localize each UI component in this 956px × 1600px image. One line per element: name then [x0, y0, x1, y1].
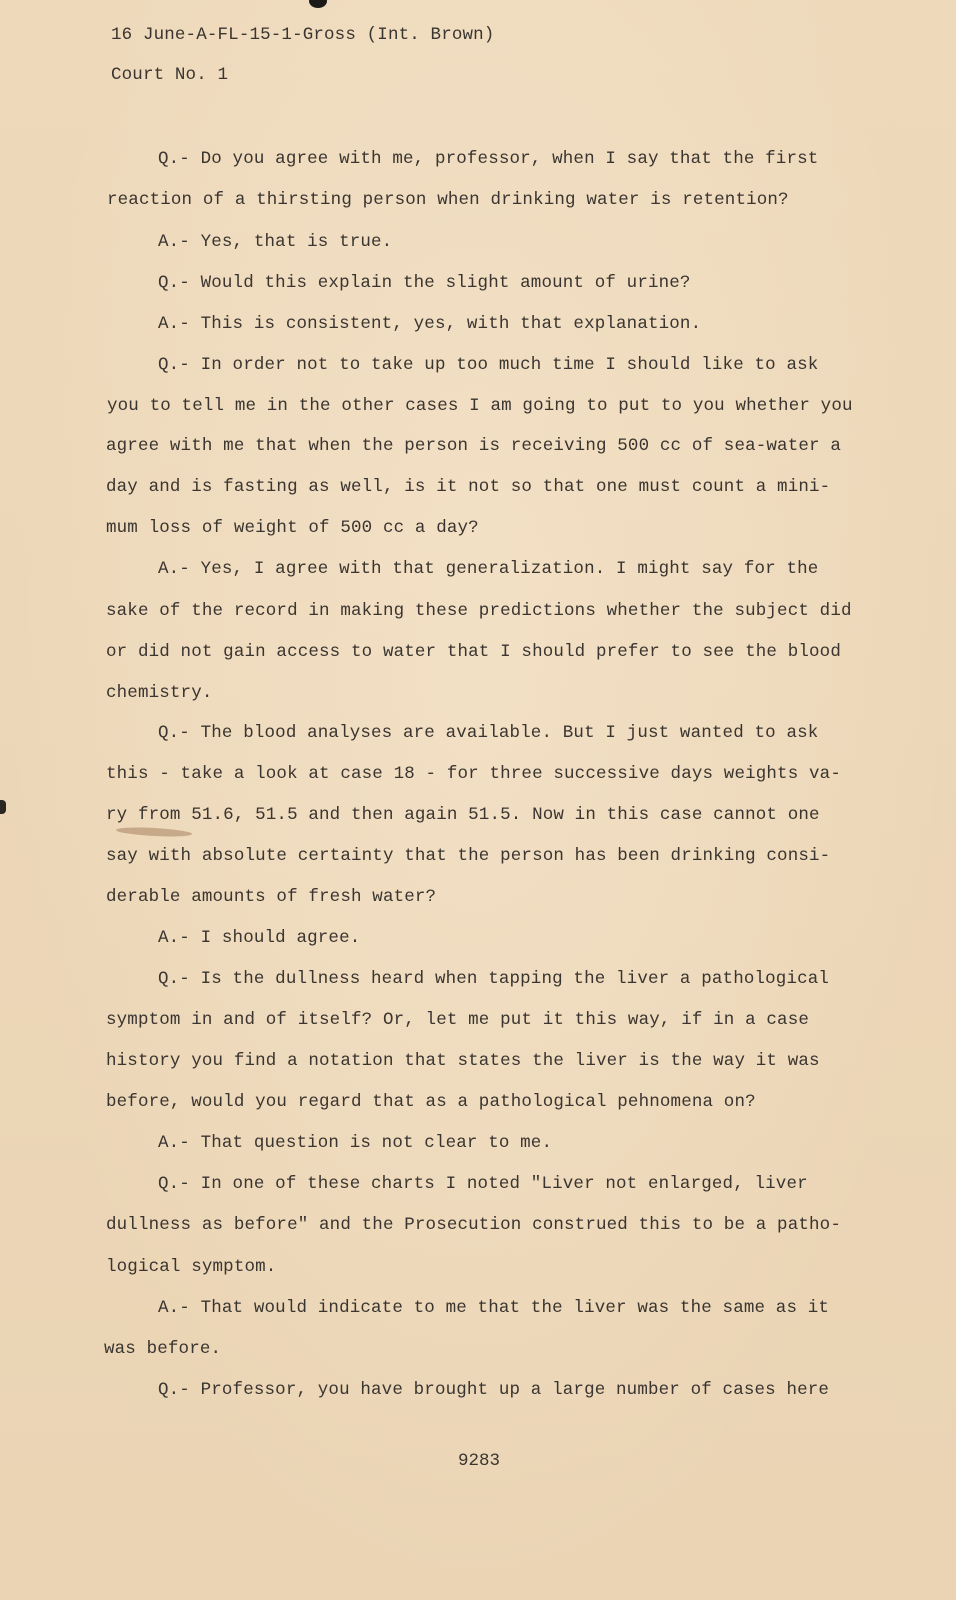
- text-line: or did not gain access to water that I should prefer to see the blood: [106, 642, 841, 662]
- text-line: sake of the record in making these predictions whether the subject did: [106, 601, 852, 621]
- page-number: 9283: [458, 1451, 501, 1471]
- text-line: agree with me that when the person is receiving 500 cc of sea-water a: [106, 436, 841, 456]
- text-line: Q.- The blood analyses are available. But I just wanted to ask: [158, 723, 819, 743]
- edge-mark: [0, 800, 6, 814]
- paper-stain: [116, 826, 192, 838]
- court-number: Court No. 1: [111, 65, 229, 85]
- text-line: Q.- Would this explain the slight amount of urine?: [158, 273, 691, 293]
- text-line: symptom in and of itself? Or, let me put it this way, if in a case: [106, 1010, 810, 1030]
- text-line: A.- That would indicate to me that the liver was the same as it: [158, 1298, 830, 1318]
- text-line: A.- Yes, I agree with that generalization. I might say for the: [158, 559, 819, 579]
- text-line: dullness as before" and the Prosecution construed this to be a patho-: [106, 1215, 841, 1235]
- text-line: A.- I should agree.: [158, 928, 361, 948]
- text-line: before, would you regard that as a pathological pehnomena on?: [106, 1092, 756, 1112]
- text-line: history you find a notation that states the liver is the way it was: [106, 1051, 820, 1071]
- text-line: Q.- In order not to take up too much time I should like to ask: [158, 355, 819, 375]
- text-line: this - take a look at case 18 - for three successive days weights va-: [106, 764, 841, 784]
- text-line: you to tell me in the other cases I am going to put to you whether you: [107, 396, 853, 416]
- text-line: Q.- In one of these charts I noted "Liver not enlarged, liver: [158, 1174, 808, 1194]
- text-line: chemistry.: [106, 683, 213, 703]
- text-line: reaction of a thirsting person when drinking water is retention?: [107, 190, 789, 210]
- text-line: logical symptom.: [106, 1257, 277, 1277]
- text-line: mum loss of weight of 500 cc a day?: [106, 518, 479, 538]
- text-line: Q.- Do you agree with me, professor, when I say that the first: [158, 149, 819, 169]
- text-line: A.- Yes, that is true.: [158, 232, 393, 252]
- text-line: A.- This is consistent, yes, with that explanation.: [158, 314, 702, 334]
- text-line: day and is fasting as well, is it not so that one must count a mini-: [106, 477, 831, 497]
- text-line: say with absolute certainty that the person has been drinking consi-: [106, 846, 831, 866]
- document-reference: 16 June-A-FL-15-1-Gross (Int. Brown): [111, 25, 495, 45]
- text-line: ry from 51.6, 51.5 and then again 51.5. Now in this case cannot one: [106, 805, 820, 825]
- text-line: Q.- Is the dullness heard when tapping the liver a pathological: [158, 969, 830, 989]
- punch-hole: [309, 0, 327, 8]
- text-line: derable amounts of fresh water?: [106, 887, 437, 907]
- text-line: was before.: [104, 1339, 222, 1359]
- text-line: A.- That question is not clear to me.: [158, 1133, 553, 1153]
- text-line: Q.- Professor, you have brought up a large number of cases here: [158, 1380, 830, 1400]
